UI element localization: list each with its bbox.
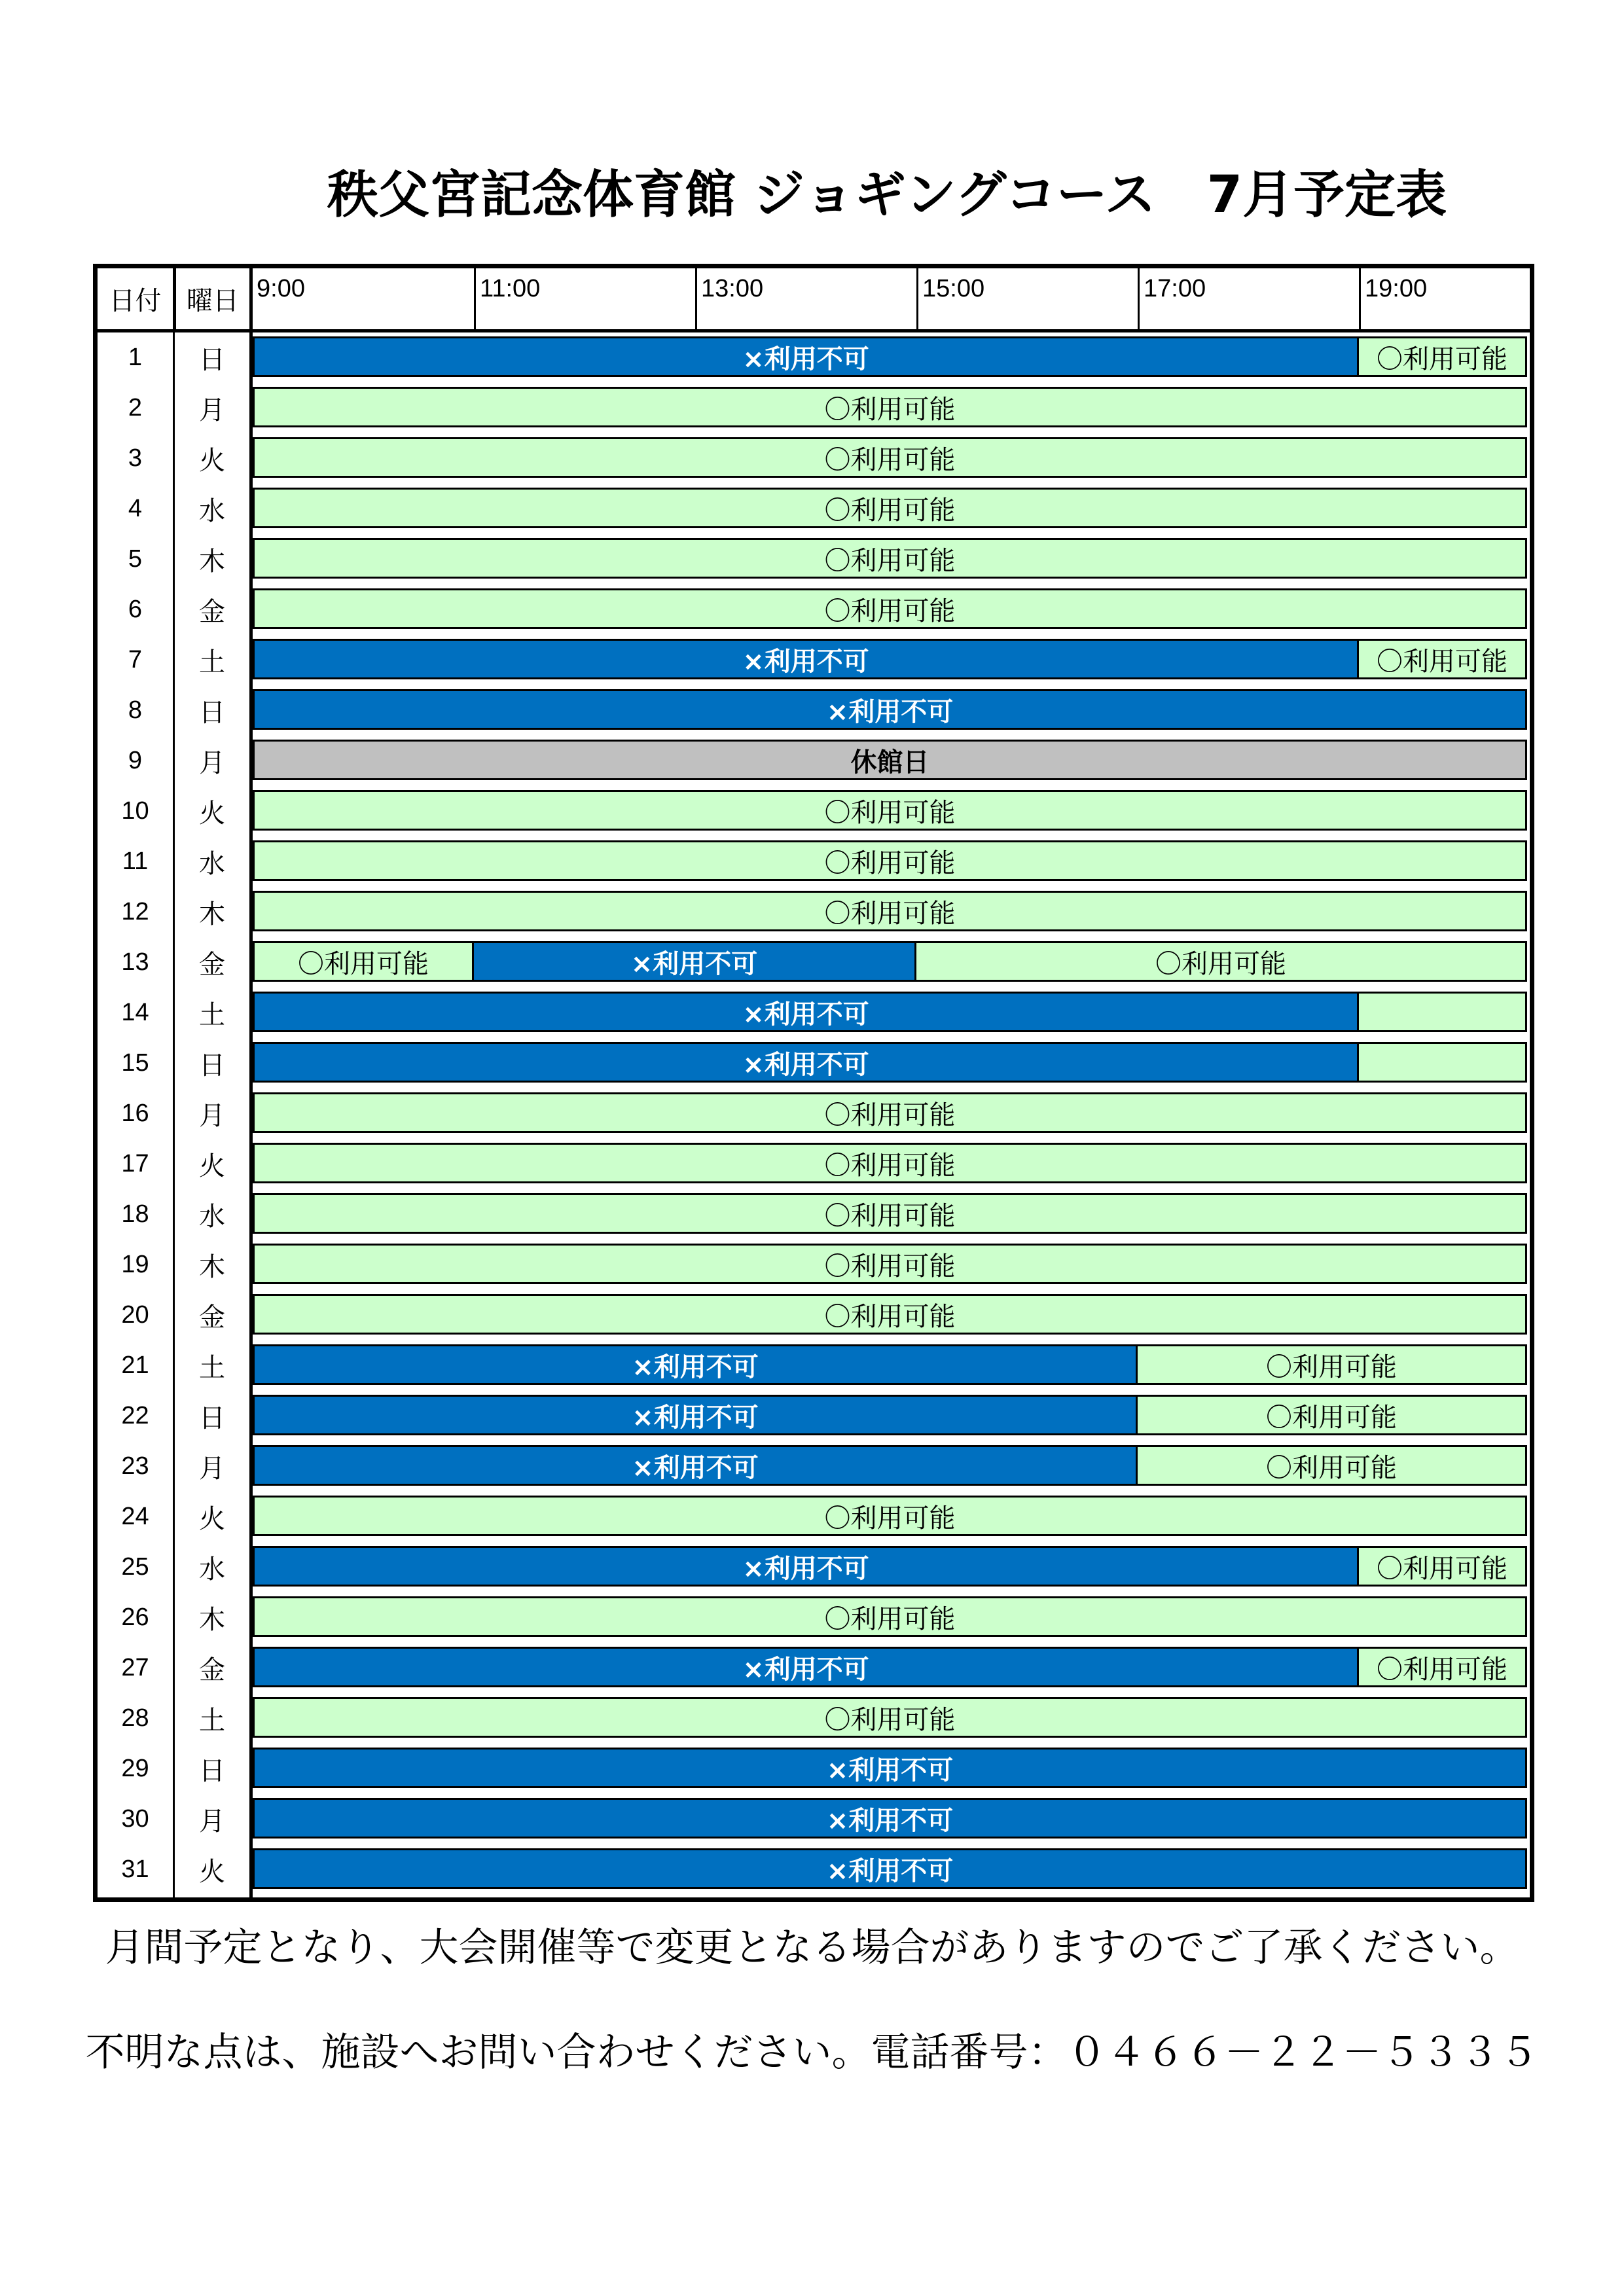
weekday-cell: 水 [199, 1554, 225, 1585]
time-header-1100: 11:00 [474, 268, 695, 329]
table-row [98, 534, 1530, 584]
weekday-cell: 土 [199, 647, 225, 677]
weekday-cell: 木 [199, 899, 225, 929]
table-row [98, 1492, 1530, 1542]
date-cell: 8 [128, 696, 143, 724]
available-slot: 〇利用可能 [253, 1596, 1527, 1637]
table-row [98, 1340, 1530, 1391]
table-row [98, 1844, 1530, 1895]
available-slot: 〇利用可能 [253, 891, 1527, 931]
weekday-cell: 水 [199, 849, 225, 879]
available-slot: 〇利用可能 [253, 1496, 1527, 1536]
date-cell: 16 [121, 1100, 149, 1127]
available-slot: 〇利用可能 [1359, 1546, 1527, 1587]
table-row [98, 332, 1530, 383]
weekday-cell: 土 [199, 1000, 225, 1030]
unavailable-slot: ×利用不可 [253, 1344, 1138, 1385]
weekday-cell: 月 [199, 1454, 225, 1484]
available-slot: 〇利用可能 [253, 941, 474, 982]
table-row [98, 1088, 1530, 1139]
weekday-cell: 月 [199, 748, 225, 778]
date-cell: 17 [121, 1150, 149, 1177]
table-row [98, 1744, 1530, 1794]
weekday-cell: 日 [199, 1756, 225, 1786]
available-slot: 〇利用可能 [253, 437, 1527, 478]
weekday-cell: 金 [199, 1655, 225, 1685]
date-cell: 14 [121, 999, 149, 1026]
date-cell: 22 [121, 1402, 149, 1429]
weekday-cell: 月 [199, 395, 225, 425]
weekday-cell: 日 [199, 345, 225, 375]
available-slot: 〇利用可能 [253, 1193, 1527, 1234]
table-row [98, 635, 1530, 685]
weekday-cell: 月 [199, 1806, 225, 1837]
available-slot: 〇利用可能 [253, 387, 1527, 427]
date-cell: 15 [121, 1049, 149, 1077]
unavailable-slot: ×利用不可 [253, 336, 1359, 377]
weekday-column-header: 曜日 [176, 268, 253, 329]
table-row [98, 484, 1530, 534]
date-cell: 18 [121, 1200, 149, 1228]
available-slot: 〇利用可能 [253, 588, 1527, 629]
weekday-cell: 金 [199, 597, 225, 627]
available-slot: 〇利用可能 [253, 1092, 1527, 1133]
time-header-1900: 19:00 [1359, 268, 1530, 329]
table-row [98, 584, 1530, 635]
date-cell: 26 [121, 1604, 149, 1631]
unavailable-slot: ×利用不可 [253, 1445, 1138, 1486]
available-slot: 〇利用可能 [253, 1143, 1527, 1183]
date-column-header: 日付 [98, 268, 176, 329]
table-row [98, 937, 1530, 988]
unavailable-slot: ×利用不可 [253, 689, 1527, 730]
weekday-cell: 土 [199, 1353, 225, 1383]
weekday-cell: 火 [199, 446, 225, 476]
table-row [98, 786, 1530, 836]
date-cell: 1 [128, 344, 143, 371]
unavailable-slot: ×利用不可 [474, 941, 916, 982]
table-row [98, 1391, 1530, 1441]
table-row [98, 1643, 1530, 1693]
available-slot: 〇利用可能 [253, 1244, 1527, 1284]
page-title: 秩父宮記念体育館 ジョギングコース 7月予定表 [327, 166, 1447, 224]
date-cell: 13 [121, 948, 149, 976]
date-cell: 5 [128, 545, 143, 573]
date-cell: 19 [121, 1251, 149, 1278]
available-slot: 〇利用可能 [916, 941, 1527, 982]
table-row [98, 1441, 1530, 1492]
weekday-cell: 火 [199, 798, 225, 829]
available-slot: 〇利用可能 [253, 790, 1527, 831]
table-row [98, 988, 1530, 1038]
date-cell: 29 [121, 1755, 149, 1782]
date-cell: 25 [121, 1553, 149, 1581]
table-row [98, 383, 1530, 433]
unavailable-slot: ×利用不可 [253, 1848, 1527, 1889]
available-slot: 〇利用可能 [1359, 1647, 1527, 1687]
available-slot: 〇利用可能 [253, 538, 1527, 579]
date-cell: 7 [128, 646, 143, 673]
available-slot: 〇利用可能 [1359, 336, 1527, 377]
notice-text: 月間予定となり、大会開催等で変更となる場合がありますのでご了承ください。 [105, 1925, 1519, 1971]
date-cell: 12 [121, 898, 149, 925]
weekday-cell: 木 [199, 1252, 225, 1282]
table-row [98, 1038, 1530, 1088]
weekday-cell: 金 [199, 950, 225, 980]
date-cell: 3 [128, 444, 143, 472]
weekday-cell: 土 [199, 1706, 225, 1736]
weekday-cell: 木 [199, 547, 225, 577]
table-row [98, 1189, 1530, 1240]
weekday-cell: 火 [199, 1151, 225, 1181]
weekday-cell: 火 [199, 1857, 225, 1887]
schedule-table [93, 264, 1534, 1902]
closed-slot: 休館日 [253, 740, 1527, 780]
date-cell: 2 [128, 394, 143, 422]
date-cell: 23 [121, 1452, 149, 1480]
date-cell: 30 [121, 1805, 149, 1833]
unavailable-slot: ×利用不可 [253, 1042, 1359, 1083]
table-header [98, 268, 1530, 332]
table-row [98, 1794, 1530, 1844]
table-row [98, 1290, 1530, 1340]
table-row [98, 1693, 1530, 1744]
date-cell: 21 [121, 1352, 149, 1379]
weekday-cell: 火 [199, 1504, 225, 1534]
table-row [98, 1240, 1530, 1290]
available-slot: 〇利用可能 [253, 840, 1527, 881]
weekday-cell: 日 [199, 1050, 225, 1081]
time-header-1300: 13:00 [695, 268, 916, 329]
date-cell: 20 [121, 1301, 149, 1329]
available-slot: 〇利用可能 [1138, 1395, 1527, 1435]
date-cell: 11 [122, 848, 149, 875]
table-row [98, 736, 1530, 786]
unavailable-slot: ×利用不可 [253, 639, 1359, 679]
table-row [98, 887, 1530, 937]
available-slot: 〇利用可能 [253, 1294, 1527, 1335]
unavailable-slot: ×利用不可 [253, 992, 1359, 1032]
unavailable-slot: ×利用不可 [253, 1647, 1359, 1687]
table-row [98, 1592, 1530, 1643]
date-cell: 4 [128, 495, 143, 522]
date-cell: 9 [128, 747, 143, 774]
available-slot: 〇利用可能 [253, 1697, 1527, 1738]
available-slot [1359, 1042, 1527, 1083]
date-cell: 10 [121, 797, 149, 825]
unavailable-slot: ×利用不可 [253, 1546, 1359, 1587]
date-cell: 6 [128, 596, 143, 623]
table-row [98, 1139, 1530, 1189]
available-slot: 〇利用可能 [1138, 1344, 1527, 1385]
available-slot: 〇利用可能 [1138, 1445, 1527, 1486]
weekday-cell: 水 [199, 1202, 225, 1232]
date-cell: 27 [121, 1654, 149, 1681]
time-header-0900: 9:00 [257, 275, 305, 302]
table-row [98, 1542, 1530, 1592]
table-row [98, 433, 1530, 484]
unavailable-slot: ×利用不可 [253, 1798, 1527, 1839]
weekday-cell: 月 [199, 1101, 225, 1131]
weekday-cell: 金 [199, 1302, 225, 1333]
weekday-cell: 日 [199, 1403, 225, 1433]
available-slot: 〇利用可能 [253, 488, 1527, 528]
table-row [98, 836, 1530, 887]
table-row [98, 685, 1530, 736]
date-cell: 24 [121, 1503, 149, 1530]
date-cell: 28 [121, 1704, 149, 1732]
time-header-1700: 17:00 [1138, 268, 1359, 329]
available-slot [1359, 992, 1527, 1032]
available-slot: 〇利用可能 [1359, 639, 1527, 679]
date-cell: 31 [121, 1856, 149, 1883]
unavailable-slot: ×利用不可 [253, 1395, 1138, 1435]
weekday-cell: 日 [199, 698, 225, 728]
weekday-cell: 木 [199, 1605, 225, 1635]
weekday-cell: 水 [199, 496, 225, 526]
unavailable-slot: ×利用不可 [253, 1748, 1527, 1788]
time-header-1500: 15:00 [916, 268, 1138, 329]
contact-text: 不明な点は、施設へお問い合わせください。電話番号：０４６６－２２－５３３５ [85, 2030, 1539, 2075]
